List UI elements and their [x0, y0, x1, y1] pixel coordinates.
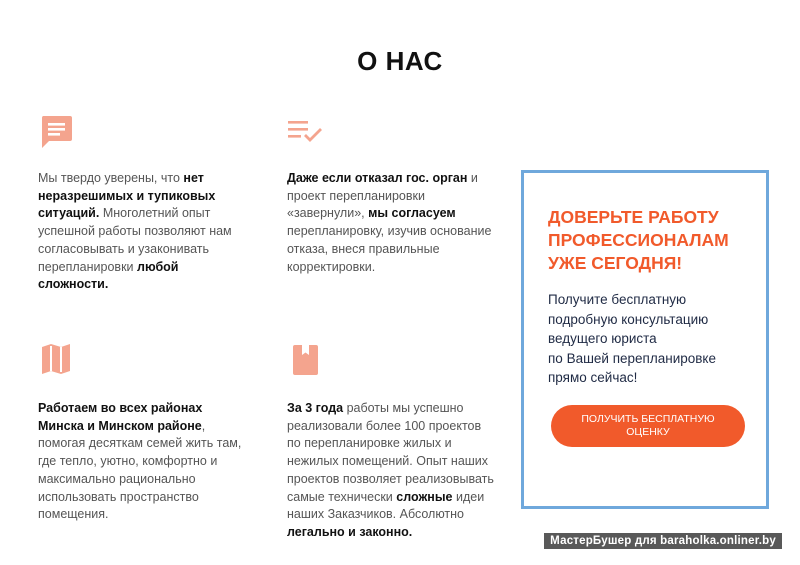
checklist-icon	[288, 120, 324, 144]
map-icon	[41, 344, 71, 374]
free-estimate-button-line1: ПОЛУЧИТЬ БЕСПЛАТНУЮ	[581, 413, 715, 425]
watermark: МастерБушер для baraholka.onliner.by	[544, 533, 782, 549]
bookmark-icon	[293, 345, 318, 375]
feature-text-no-hopeless: Мы твердо уверены, что нет неразрешимых и тупиковых ситуаций. Многолетний опыт успешной работы позволяют нам согласовывать и узаконивать перепланировки любой сложности.	[38, 171, 232, 292]
chat-message-icon	[40, 115, 73, 149]
feature-text-districts: Работаем во всех районах Минска и Минском районе, помогая десяткам семей жить там, где тепло, уютно, комфортно и максимально рационально использовать пространство помещения.	[38, 401, 242, 522]
free-estimate-button-line2: ОЦЕНКУ	[626, 426, 670, 438]
page-title: О НАС	[357, 46, 443, 76]
free-estimate-button[interactable]	[551, 405, 745, 447]
cta-description: Получите бесплатную подробную консультацию ведущего юриста по Вашей перепланировке прямо сейчас!	[548, 292, 716, 385]
cta-box	[521, 170, 769, 509]
cta-heading: ДОВЕРЬТЕ РАБОТУ ПРОФЕССИОНАЛАМ УЖЕ СЕГОДНЯ!	[548, 207, 729, 273]
feature-text-experience: За 3 года работы мы успешно реализовали более 100 проектов по перепланировке жилых и нежилых помещений. Опыт наших проектов позволяет реализовывать самые технически сложные идеи наших Заказчиков. Абсолютно легально и законно.	[287, 401, 494, 539]
feature-text-refusal: Даже если отказал гос. орган и проект перепланировки «завернули», мы согласуем перепланировку, изучив основание отказа, внеся правильные корректировки.	[287, 171, 492, 274]
